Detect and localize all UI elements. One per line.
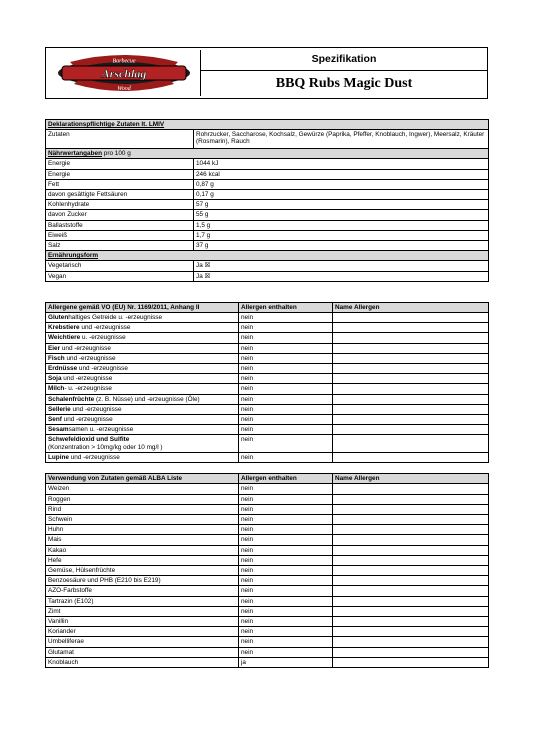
alba-row: [46, 484, 489, 494]
diet-label: Vegan: [46, 271, 194, 281]
alba-label: Glutamat: [46, 647, 239, 657]
lmiv-heading: Deklarationspflichtige Zutaten lt. LMIV: [46, 120, 489, 130]
alba-name: [333, 657, 489, 667]
allergen-table: [45, 302, 489, 463]
diet-row: [46, 271, 489, 281]
alba-value: nein: [239, 596, 333, 606]
alba-label: Tartrazin (E102): [46, 596, 239, 606]
allergen-name: [333, 404, 489, 414]
alba-value: nein: [239, 555, 333, 565]
allergen-bold: Schalenfrüchte: [48, 395, 95, 403]
nutrition-label: Kohlenhydrate: [46, 200, 194, 210]
alba-label: Koriander: [46, 627, 239, 637]
allergen-bold: Soja: [48, 375, 62, 383]
nutrition-row: [46, 230, 489, 240]
alba-name: [333, 586, 489, 596]
allergen-row: [46, 404, 489, 414]
alba-name: [333, 627, 489, 637]
allergen-label: [46, 415, 239, 425]
nutrition-value: 57 g: [194, 200, 489, 210]
allergen-row: [46, 384, 489, 394]
allergen-rest: und -erzeugnisse: [79, 324, 131, 332]
alba-value: nein: [239, 484, 333, 494]
alba-table: [45, 473, 489, 668]
allergen-rest: und -erzeugnisse: [60, 344, 111, 352]
allergen-label: [46, 333, 239, 343]
nutrition-row: [46, 159, 489, 169]
alba-name: [333, 596, 489, 606]
allergen-label: [46, 374, 239, 384]
nutrition-row: [46, 200, 489, 210]
allergen-value: nein: [239, 323, 333, 333]
nutrition-label: Energie: [46, 159, 194, 169]
alba-label: Zimt: [46, 606, 239, 616]
nutrition-row: [46, 220, 489, 230]
allergen-label: [46, 452, 239, 462]
allergen-value: nein: [239, 313, 333, 323]
alba-col-name: Name Allergen: [333, 474, 489, 484]
alba-name: [333, 525, 489, 535]
allergen-row: [46, 333, 489, 343]
allergen-value: nein: [239, 394, 333, 404]
allergen-rest: und -erzeugnisse: [61, 416, 113, 424]
allergen-bold: Eier: [48, 344, 61, 352]
alba-name: [333, 616, 489, 626]
allergen-rest: (z. B. Nüsse) und -erzeugnisse (Öle): [94, 395, 200, 403]
allergen-rest: und -erzeugnisse: [68, 453, 120, 461]
allergen-bold: Erdnüsse: [48, 365, 78, 373]
allergen-name: [333, 333, 489, 343]
nutrition-rows: [46, 159, 489, 251]
alba-col-contains: Allergen enthalten: [239, 474, 333, 484]
alba-value: nein: [239, 565, 333, 575]
allergen-row: [46, 374, 489, 384]
alba-row: [46, 494, 489, 504]
alba-row: [46, 637, 489, 647]
alba-value: nein: [239, 535, 333, 545]
allergen-value: nein: [239, 435, 333, 452]
alba-row: [46, 616, 489, 626]
allergen-rest: samen u. -erzeugnisse: [68, 426, 134, 434]
nutrition-label: davon gesättigte Fettsäuren: [46, 190, 194, 200]
diet-value: Ja ☒: [194, 261, 489, 271]
product-title: BBQ Rubs Magic Dust: [275, 76, 413, 91]
allergen-row: [46, 343, 489, 353]
nutrition-label: Fett: [46, 179, 194, 189]
alba-row: [46, 545, 489, 555]
alba-row: [46, 596, 489, 606]
allergen-label: [46, 313, 239, 323]
allergen-row-sulfite: [46, 435, 489, 452]
diet-rows: [46, 261, 489, 281]
nutrition-value: 1,5 g: [194, 220, 489, 230]
nutrition-value: 0,17 g: [194, 190, 489, 200]
lmiv-table: [45, 119, 489, 282]
nutrition-row: [46, 241, 489, 251]
alba-value: nein: [239, 514, 333, 524]
nutrition-label: Energie: [46, 169, 194, 179]
alba-row: [46, 514, 489, 524]
diet-value: Ja ☒: [194, 271, 489, 281]
alba-label: Kakao: [46, 545, 239, 555]
alba-label: AZO-Farbstoffe: [46, 586, 239, 596]
nutrition-row: [46, 179, 489, 189]
allergen-bold: Sesam: [48, 426, 69, 434]
allergen-rest: und -erzeugnisse: [61, 375, 113, 383]
alba-value: nein: [239, 545, 333, 555]
allergen-name: [333, 364, 489, 374]
alba-name: [333, 555, 489, 565]
ingredients-value: Rohrzucker, Saccharose, Kochsalz, Gewürze (Paprika, Pfeffer, Knoblauch, Ingwer), Meersalz, Kräuter (Rosmarin), Rauch: [194, 130, 489, 149]
allergen-label: [46, 384, 239, 394]
allergen-heading: Allergene gemäß VO (EU) Nr. 1169/2011, Anhang II: [46, 302, 239, 312]
alba-row: [46, 576, 489, 586]
alba-name: [333, 637, 489, 647]
alba-value: nein: [239, 576, 333, 586]
alba-label: Hefe: [46, 555, 239, 565]
alba-value: nein: [239, 637, 333, 647]
nutrition-value: 55 g: [194, 210, 489, 220]
diet-heading: Ernährungsform: [46, 251, 489, 261]
allergen-rest: haltiges Getreide u. -erzeugnisse: [68, 314, 163, 322]
allergen-name: [333, 415, 489, 425]
alba-name: [333, 576, 489, 586]
allergen-name: [333, 323, 489, 333]
allergen-value: nein: [239, 333, 333, 343]
allergen-rest: und -erzeugnisse: [77, 365, 128, 373]
alba-value: nein: [239, 494, 333, 504]
document-header: [45, 47, 488, 99]
allergen-rest: und -erzeugnisse: [64, 354, 116, 362]
alba-row: [46, 606, 489, 616]
allergen-name: [333, 313, 489, 323]
nutrition-value: 1044 kJ: [194, 159, 489, 169]
nutrition-label: Eiweiß: [46, 230, 194, 240]
diet-label: Vegetarisch: [46, 261, 194, 271]
allergen-rows: [46, 313, 489, 463]
alba-row: [46, 555, 489, 565]
allergen-label: [46, 364, 239, 374]
brand-logo: [48, 50, 201, 96]
alba-row: [46, 586, 489, 596]
alba-name: [333, 647, 489, 657]
alba-name: [333, 504, 489, 514]
allergen-label: [46, 435, 239, 452]
alba-name: [333, 535, 489, 545]
allergen-value: nein: [239, 353, 333, 363]
allergen-row: [46, 415, 489, 425]
allergen-row: [46, 425, 489, 435]
alba-row: [46, 525, 489, 535]
alba-label: Benzoesäure und PHB (E210 bis E219): [46, 576, 239, 586]
nutrition-row: [46, 169, 489, 179]
allergen-note: (Konzentration > 10mg/kg oder 10 mg/l ): [48, 443, 163, 451]
alba-label: Roggen: [46, 494, 239, 504]
allergen-name: [333, 452, 489, 462]
nutrition-row: [46, 190, 489, 200]
ingredients-label: Zutaten: [46, 130, 194, 149]
allergen-value: nein: [239, 384, 333, 394]
allergen-col-name: Name Allergen: [333, 302, 489, 312]
alba-label: Vanillin: [46, 616, 239, 626]
allergen-rest: u. -erzeugnisse: [80, 334, 126, 342]
logo-top-text: Barbecue: [112, 58, 136, 65]
allergen-label: [46, 343, 239, 353]
allergen-name: [333, 353, 489, 363]
alba-row: [46, 627, 489, 637]
nutrition-value: 246 kcal: [194, 169, 489, 179]
alba-value: nein: [239, 525, 333, 535]
allergen-name: [333, 435, 489, 452]
alba-row: [46, 647, 489, 657]
nutrition-heading: Nährwertangaben pro 100 g: [46, 149, 489, 159]
allergen-row: [46, 353, 489, 363]
alba-label: Rind: [46, 504, 239, 514]
alba-name: [333, 545, 489, 555]
allergen-name: [333, 374, 489, 384]
allergen-value: nein: [239, 452, 333, 462]
alba-value: nein: [239, 627, 333, 637]
alba-rows: [46, 484, 489, 668]
nutrition-value: 1,7 g: [194, 230, 489, 240]
allergen-rest: - u. -erzeugnisse: [64, 385, 112, 393]
allergen-bold: Weichtiere: [48, 334, 81, 342]
allergen-value: nein: [239, 404, 333, 414]
allergen-value: nein: [239, 415, 333, 425]
allergen-bold: Sellerie: [48, 405, 71, 413]
alba-value: nein: [239, 586, 333, 596]
allergen-bold: Krebstiere: [48, 324, 80, 332]
allergen-label: [46, 323, 239, 333]
allergen-row: [46, 394, 489, 404]
allergen-value: nein: [239, 343, 333, 353]
allergen-bold: Milch: [48, 385, 65, 393]
allergen-bold: Schwefeldioxid und Sulfite: [48, 436, 130, 444]
alba-label: Schwein: [46, 514, 239, 524]
nutrition-value: 37 g: [194, 241, 489, 251]
allergen-value: nein: [239, 374, 333, 384]
allergen-name: [333, 384, 489, 394]
allergen-value: nein: [239, 425, 333, 435]
alba-name: [333, 514, 489, 524]
alba-name: [333, 565, 489, 575]
alba-label: Gemüse, Hülsenfrüchte: [46, 565, 239, 575]
allergen-bold: Lupine: [48, 453, 69, 461]
nutrition-label: Salz: [46, 241, 194, 251]
allergen-name: [333, 394, 489, 404]
alba-row: [46, 504, 489, 514]
allergen-bold: Fisch: [48, 354, 65, 362]
alba-value: nein: [239, 504, 333, 514]
alba-name: [333, 606, 489, 616]
logo-bottom-text: Wood: [117, 86, 131, 92]
alba-label: Weizen: [46, 484, 239, 494]
allergen-row: [46, 364, 489, 374]
alba-label: Huhn: [46, 525, 239, 535]
alba-heading: Verwendung von Zutaten gemäß ALBA Liste: [46, 474, 239, 484]
nutrition-value: 0,87 g: [194, 179, 489, 189]
alba-value: nein: [239, 606, 333, 616]
alba-value: ja: [239, 657, 333, 667]
allergen-row: [46, 313, 489, 323]
allergen-name: [333, 425, 489, 435]
spec-label: Spezifikation: [201, 48, 487, 71]
allergen-value: nein: [239, 364, 333, 374]
allergen-label: [46, 394, 239, 404]
allergen-rest: und -erzeugnisse: [70, 405, 122, 413]
nutrition-label: davon Zucker: [46, 210, 194, 220]
alba-name: [333, 484, 489, 494]
alba-label: Knoblauch: [46, 657, 239, 667]
alba-row: [46, 657, 489, 667]
allergen-col-contains: Allergen enthalten: [239, 302, 333, 312]
alba-label: Umbelliferae: [46, 637, 239, 647]
allergen-label: [46, 404, 239, 414]
nutrition-label: Ballaststoffe: [46, 220, 194, 230]
alba-row: [46, 565, 489, 575]
allergen-label: [46, 425, 239, 435]
diet-row: [46, 261, 489, 271]
allergen-bold: Senf: [48, 416, 62, 424]
nutrition-row: [46, 210, 489, 220]
alba-label: Mais: [46, 535, 239, 545]
alba-row: [46, 535, 489, 545]
alba-value: nein: [239, 616, 333, 626]
alba-name: [333, 494, 489, 504]
alba-value: nein: [239, 647, 333, 657]
allergen-name: [333, 343, 489, 353]
allergen-bold: Gluten: [48, 314, 69, 322]
allergen-label: [46, 353, 239, 363]
logo-main-text: Arschlag: [101, 66, 147, 81]
allergen-row: [46, 452, 489, 462]
allergen-row: [46, 323, 489, 333]
